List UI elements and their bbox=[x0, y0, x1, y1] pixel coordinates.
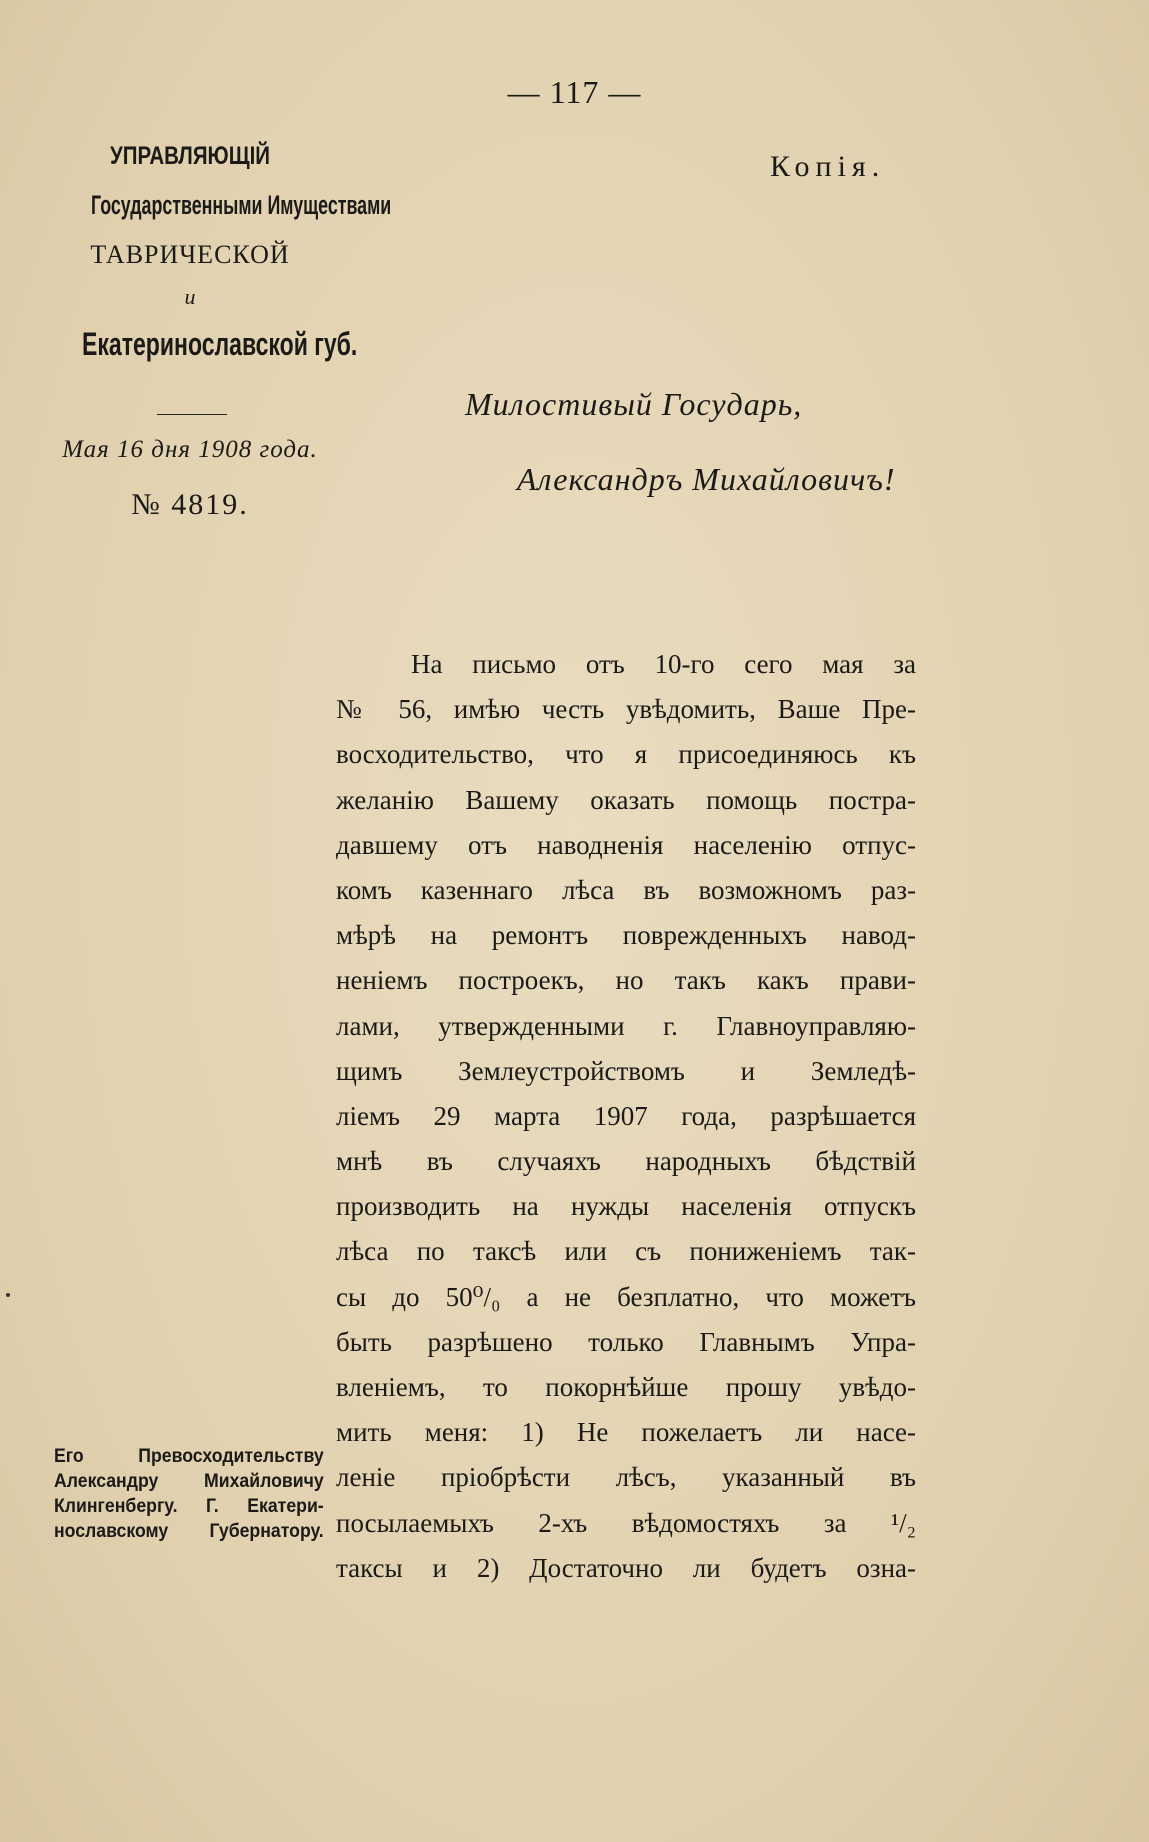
body-line: давшему отъ наводненія населенію отпус- bbox=[336, 829, 916, 860]
sender-block bbox=[40, 140, 392, 368]
document-date: Мая 16 дня 1908 года. bbox=[62, 436, 318, 463]
document-number: № 4819. bbox=[131, 488, 249, 521]
salutation-line-1: Милостивый Государь, bbox=[465, 386, 803, 422]
paper-speck bbox=[6, 1293, 10, 1297]
addressee-line: нославскому Губернатору. bbox=[54, 1521, 324, 1542]
addressee-line: Его Превосходительству bbox=[54, 1446, 324, 1467]
page-number: — 117 — bbox=[507, 74, 642, 110]
sender-province-1: ТАВРИЧЕСКОЙ bbox=[90, 240, 290, 269]
sender-office: Государственными Имуществами bbox=[90, 190, 392, 220]
body-line: быть разрѣшено только Главнымъ Упра- bbox=[336, 1326, 916, 1357]
sender-conjunction: и bbox=[184, 284, 196, 309]
addressee-block bbox=[54, 1444, 324, 1544]
body-line: лѣса по таксѣ или съ пониженіемъ так- bbox=[336, 1236, 916, 1267]
body-line: мить меня: 1) Не пожелаетъ ли насе- bbox=[336, 1417, 916, 1448]
body-line: № 56, имѣю честь увѣдомить, Ваше Пре- bbox=[336, 694, 916, 725]
letter-body bbox=[336, 642, 916, 1591]
separator-rule bbox=[157, 414, 227, 415]
body-line: посылаемыхъ 2-хъ вѣдомостяхъ за ¹/₂ bbox=[336, 1507, 916, 1538]
body-line: леніе пріобрѣсти лѣсъ, указанный въ bbox=[336, 1462, 916, 1493]
body-line: мѣрѣ на ремонтъ поврежденныхъ навод- bbox=[336, 920, 916, 951]
body-line: вленіемъ, то покорнѣйше прошу увѣдо- bbox=[336, 1372, 916, 1402]
addressee-line: Александру Михайловичу bbox=[54, 1471, 324, 1492]
body-line: желанію Вашему оказать помощь постра- bbox=[336, 784, 916, 815]
sender-title: УПРАВЛЯЮЩІЙ bbox=[109, 142, 271, 170]
body-line: производить на нужды населенія отпускъ bbox=[336, 1191, 916, 1222]
body-line: неніемъ построекъ, но такъ какъ прави- bbox=[336, 965, 916, 996]
body-line: мнѣ въ случаяхъ народныхъ бѣдствій bbox=[336, 1146, 916, 1177]
body-line: щимъ Землеустройствомъ и Земледѣ- bbox=[336, 1055, 916, 1086]
body-line: сы до 50⁰/₀ а не безплатно, что можетъ bbox=[336, 1281, 916, 1312]
sender-province-2: Екатеринославской губ. bbox=[81, 326, 358, 362]
body-line: На письмо отъ 10-го сего мая за bbox=[411, 649, 916, 679]
body-line: лами, утвержденными г. Главноуправляю- bbox=[336, 1010, 916, 1041]
body-line: комъ казеннаго лѣса въ возможномъ раз- bbox=[336, 874, 916, 905]
salutation-line-2: Александръ Михайловичъ! bbox=[517, 461, 896, 497]
body-line: ліемъ 29 марта 1907 года, разрѣшается bbox=[336, 1100, 916, 1131]
body-line: восходительство, что я присоединяюсь къ bbox=[336, 739, 916, 770]
addressee-line: Клингенбергу. Г. Екатери- bbox=[54, 1496, 324, 1517]
copy-label: Копія. bbox=[770, 150, 886, 183]
body-line: таксы и 2) Достаточно ли будетъ озна- bbox=[336, 1552, 916, 1583]
